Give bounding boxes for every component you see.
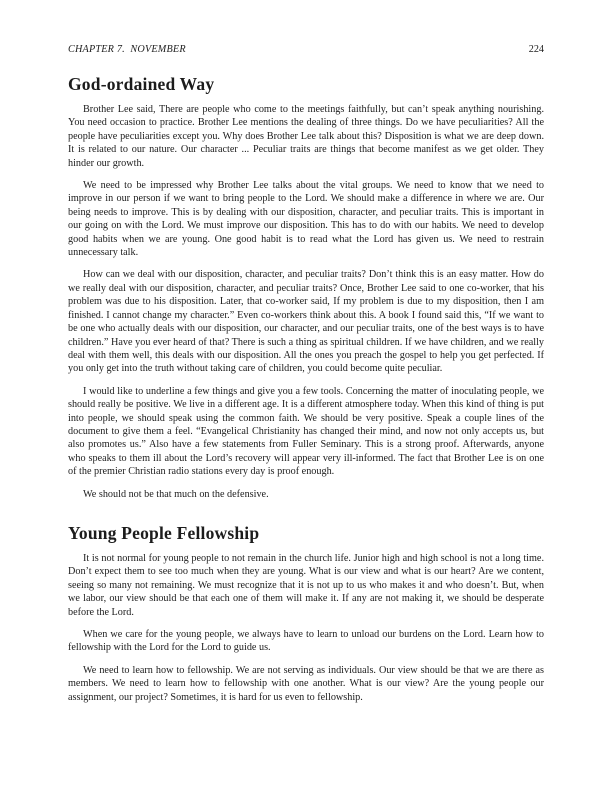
text-block bbox=[68, 44, 544, 704]
section-heading-young-people-fellowship: Young People Fellowship bbox=[68, 522, 260, 543]
paragraph-learn-how-to-fellowship: We need to learn how to fellowship. We are not serving as individuals. Our view should be that we are there as members. We need to learn how to fellowship with one another. What is our view? Are the young people our assignment, our project? Sometimes, it is hard for us even to fellowship. bbox=[68, 664, 544, 703]
paragraph-care-for-young-people: When we care for the young people, we always have to learn to unload our burdens on the Lord. Learn how to fellowship with the Lord for the Lord to guide us. bbox=[68, 629, 544, 654]
page-number: 224 bbox=[528, 44, 544, 55]
paragraph-brother-lee-said: Brother Lee said, There are people who come to the meetings faithfully, but can’t speak anything nourishing. You need occasion to practice. Brother Lee mentions the dealing of three things. Do we have peculiarities? All the people have peculiarities except you. Why does Brother Lee talk about this? Disposition is what we are deep down. It is related to our nature. Our character ... Peculiar traits are things that become manifest as we get older. They hinder our growth. bbox=[68, 104, 544, 169]
paragraph-we-need-to-be-impressed: We need to be impressed why Brother Lee talks about the vital groups. We need to know that we need to improve in our person if we want to bring people to the Lord. We should make a difference in where we are. Our being needs to improve. This is by dealing with our disposition, character, and peculiar traits. This is important in our going on with the Lord. We must improve our disposition. This has to do with our habits. We need to develop good habits when we are young. One good habit is to read what the Lord has given us. We need to restrain unnecessary talk. bbox=[68, 180, 544, 259]
paragraph-how-can-we-deal: How can we deal with our disposition, character, and peculiar traits? Don’t think this is an easy matter. How do we really deal with our disposition, character, and peculiar traits? Once, Brother Lee said to one co-worker, that his problem was due to his disposition. Later, that co-worker said, If my problem is due to my disposition, then I am finished. I cannot change my character.” Even co-workers think about this. A book I found said this, “If we want to be one who actually deals with our disposition, our character, and our peculiar traits, one of the best ways is to have children.” Have you ever heard of that? There is such a thing as spiritual children. If we have children, and we really deal with them well, this deals with our disposition. All the ones you preach the gospel to help you get perfected. If you only get into the truth without taking care of children, you could become quite peculiar. bbox=[68, 269, 544, 375]
running-header bbox=[68, 44, 544, 56]
chapter-header-text: CHAPTER 7. NOVEMBER bbox=[68, 44, 186, 55]
paragraph-not-normal-for-young-people: It is not normal for young people to not remain in the church life. Junior high and high school is not a long time. Don’t expect them to see too much when they are young. What is our view and what is our heart? Are we content, seeing so many not remaining. We must recognize that it is not up to us who makes it and who doesn’t. But, when we labor, our view should be that each one of them will make it. If any are not making it, we should be desperate before the Lord. bbox=[68, 552, 544, 618]
section-heading-god-ordained-way: God-ordained Way bbox=[68, 74, 215, 94]
paragraph-underline-a-few-things: I would like to underline a few things and give you a few tools. Concerning the matter of inoculating people, we should really be positive. We live in a different age. It is a different atmosphere today. When this kind of thing is put into people, we should speak using the common faith. We should be very positive. Speak a couple lines of the document to give them a feel. “Evangelical Christianity has changed their mind, and now not only accepts us, but also promotes us.” Also have a few statements from Fuller Seminary. This is a strong proof. Afterwards, anyone who speaks to them ill about the Lord’s recovery will appear very ill-informed. The fact that Brother Lee is on one of the premier Christian radio stations every day is proof enough. bbox=[68, 385, 544, 478]
paragraph-not-on-the-defensive: We should not be that much on the defensive. bbox=[83, 488, 269, 500]
